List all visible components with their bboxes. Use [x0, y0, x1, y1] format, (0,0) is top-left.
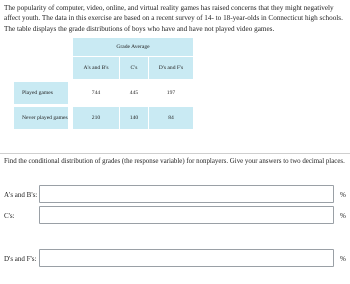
column-header-df: D's and F's — [149, 57, 194, 80]
answer-input-c[interactable] — [39, 206, 334, 224]
cell-played-ab: 744 — [73, 82, 120, 105]
table-row — [14, 82, 194, 105]
percent-unit-c: % — [340, 212, 346, 220]
cell-never-ab: 210 — [73, 107, 120, 130]
percent-unit-ab: % — [340, 191, 346, 199]
table-row — [14, 107, 194, 130]
answer-label-ab: A's and B's: — [4, 191, 38, 199]
answer-row-df — [0, 249, 350, 269]
cell-played-c: 445 — [120, 82, 149, 105]
column-header-ab: A's and B's — [73, 57, 120, 80]
question-text: Find the conditional distribution of grades (the response variable) for nonplayers. Give your answers to two decimal places. — [4, 158, 345, 165]
grade-distribution-table — [13, 37, 194, 130]
table-corner — [14, 38, 69, 57]
section-divider — [0, 153, 350, 154]
percent-unit-df: % — [340, 255, 346, 263]
column-header-c: C's — [120, 57, 149, 80]
answer-row-ab — [0, 185, 350, 205]
answer-row-c — [0, 206, 350, 226]
answer-input-ab[interactable] — [39, 185, 334, 203]
cell-played-df: 197 — [149, 82, 194, 105]
cell-never-c: 140 — [120, 107, 149, 130]
answer-label-df: D's and F's: — [4, 255, 37, 263]
grade-average-header: Grade Average — [73, 38, 194, 57]
answer-label-c: C's: — [4, 212, 15, 220]
row-label-played: Played games — [14, 82, 69, 105]
problem-intro: The popularity of computer, video, online, and virtual reality games has raised concerns that they might negatively affect youth. The data in this exercise are based on a recent survey of 14- to 18-year-olds in Connecticut high schools. The table displays the grade distributions of boys who have and have not played video games. — [4, 4, 343, 33]
cell-never-df: 84 — [149, 107, 194, 130]
row-label-never-played: Never played games — [14, 107, 69, 130]
answer-input-df[interactable] — [39, 249, 334, 267]
